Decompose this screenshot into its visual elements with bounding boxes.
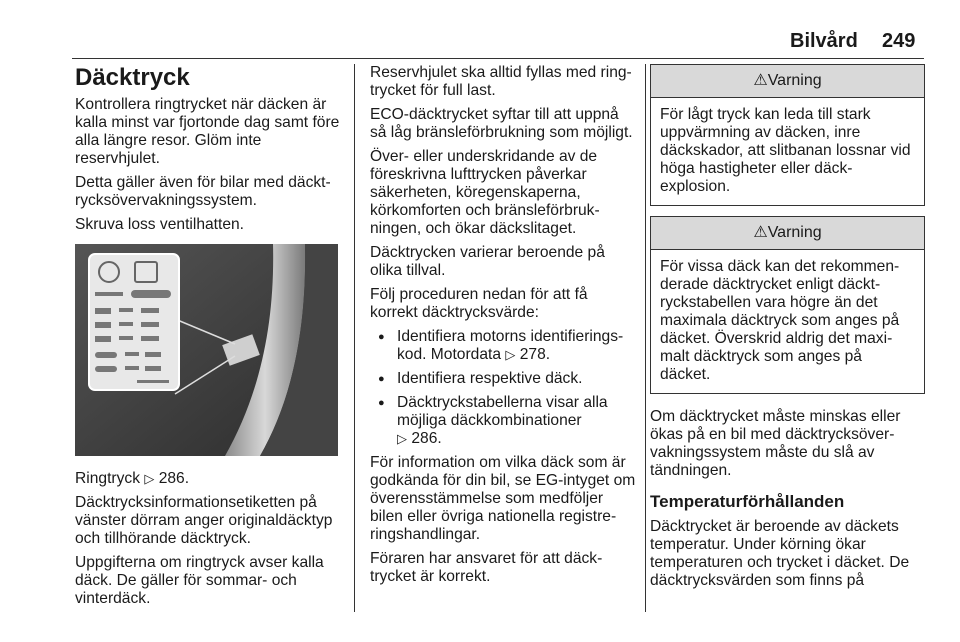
- paragraph: Följ proceduren nedan för att få korrekt däcktrycksvärde:: [370, 286, 588, 321]
- page-reference-arrow-icon: ▷: [397, 431, 407, 446]
- column-3: [650, 64, 925, 596]
- paragraph: Detta gäller även för bilar med däcktrycksövervakningssystem.: [75, 174, 331, 209]
- warning-triangle-icon: ⚠: [753, 224, 768, 241]
- warning-header: [651, 65, 924, 98]
- list-item-text: Däcktryckstabellerna visar alla möjliga däckkombinationer: [397, 394, 608, 429]
- column-divider-1: [354, 64, 355, 612]
- list-item: [370, 370, 636, 388]
- paragraph: Skruva loss ventilhatten.: [75, 216, 245, 233]
- warning-box-2: [650, 216, 925, 394]
- paragraph: ECO-däcktrycket syftar till att uppnå så låg bränsleförbrukning som möjligt.: [370, 106, 633, 141]
- paragraph-with-reference: [75, 470, 345, 488]
- page-reference[interactable]: 286.: [158, 470, 190, 487]
- paragraph: Reservhjulet ska alltid fyllas med ringtrycket för full last.: [370, 64, 632, 99]
- page-reference-arrow-icon: ▷: [505, 347, 516, 362]
- running-header-section: Bilvård: [790, 30, 858, 52]
- subheading: Temperaturförhållanden: [650, 492, 845, 511]
- page-reference[interactable]: 286.: [411, 430, 442, 447]
- ringtryck-label: Ringtryck: [75, 470, 140, 487]
- door-frame-photo-graphic: [75, 244, 338, 456]
- paragraph: För information om vilka däck som är godkända för din bil, se EG-intyget om överensstämmelse som medföljer bilen eller övriga nationella registreringshandlingar.: [370, 454, 636, 543]
- page-number: 249: [882, 30, 916, 52]
- paragraph: Kontrollera ringtrycket när däcken är kalla minst var fjortonde dag samt före alla längre resor. Glöm inte reservhjulet.: [75, 96, 340, 167]
- warning-triangle-icon: ⚠: [753, 72, 768, 89]
- warning-title: Varning: [767, 224, 822, 241]
- warning-body: För vissa däck kan det rekommenderade däcktrycket enligt däcktryckstabellen vara högre än det maximala däcktryck som anges på däcket. Överskrid aldrig det maximalt däcktryck som anges på däcket.: [660, 258, 900, 383]
- bullet-list: [370, 328, 636, 448]
- list-item: [370, 328, 636, 364]
- section-heading: Däcktryck: [75, 64, 190, 91]
- page-reference[interactable]: 278.: [519, 346, 551, 363]
- list-item-text: Identifiera respektive däck.: [397, 370, 583, 387]
- paragraph: Däcktrycken varierar beroende på olika tillval.: [370, 244, 605, 279]
- warning-header: [651, 217, 924, 250]
- warning-box-1: [650, 64, 925, 206]
- header-rule: [72, 58, 924, 59]
- paragraph: Om däcktrycket måste minskas eller ökas på en bil med däcktrycksövervakningssystem måste du slå av tändningen.: [650, 408, 901, 479]
- column-divider-2: [645, 64, 646, 612]
- warning-title: Varning: [767, 72, 822, 89]
- page-reference-arrow-icon: ▷: [144, 471, 155, 486]
- paragraph: Föraren har ansvaret för att däcktrycket är korrekt.: [370, 550, 603, 585]
- paragraph: Över- eller underskridande av de föreskrivna lufttrycken påverkar säkerheten, köregenskaperna, körkomforten och bränsleförbrukningen, och ökar däckslitaget.: [370, 148, 600, 237]
- column-1: [75, 64, 345, 614]
- column-2: [370, 64, 636, 592]
- paragraph: Däcktrycksinformationsetiketten på vänster dörram anger originaldäcktyp och tillhörande däcktryck.: [75, 494, 333, 547]
- warning-body: För lågt tryck kan leda till stark uppvärmning av däcken, inre däckskador, att slitbanan lossnar vid höga hastigheter eller däckexplosion.: [660, 106, 911, 195]
- paragraph: Däcktrycket är beroende av däckets temperatur. Under körning ökar temperaturen och trycket i däcket. De däcktrycksvärden som finns på: [650, 518, 910, 589]
- door-frame-label-photo: [75, 244, 338, 456]
- list-item: [370, 394, 636, 448]
- list-item-text: Identifiera motorns identifieringskod. Motordata: [397, 328, 624, 363]
- paragraph: Uppgifterna om ringtryck avser kalla däck. De gäller för sommar- och vinterdäck.: [75, 554, 324, 607]
